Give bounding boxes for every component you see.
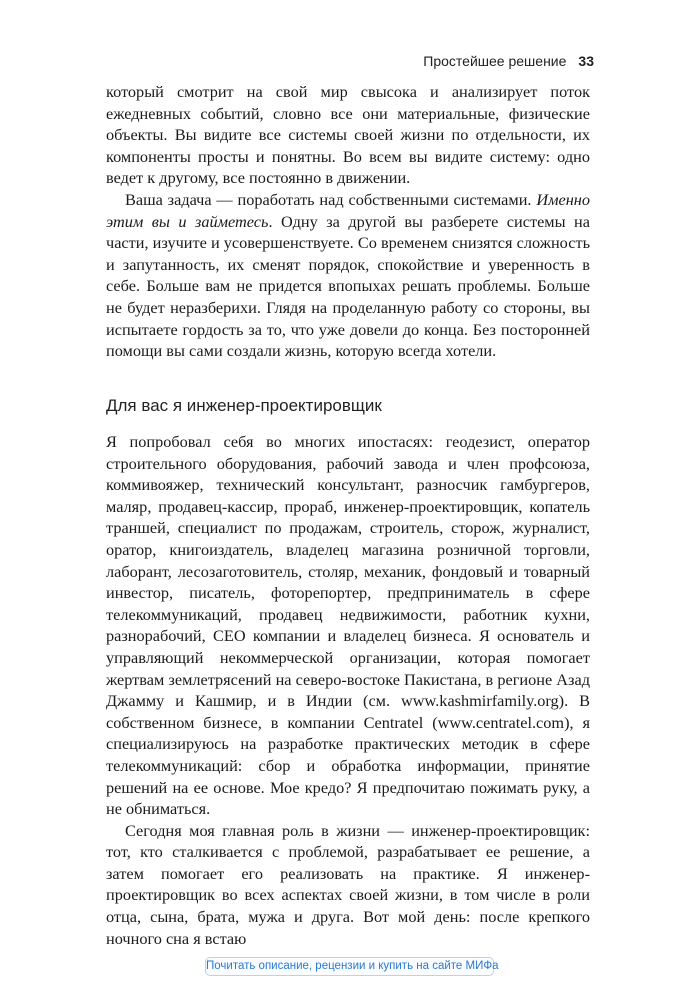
running-header [423, 53, 594, 69]
emphasis-text: Именно этим вы и займетесь [106, 189, 590, 231]
text-block-bottom [106, 431, 590, 949]
section-heading: Для вас я инженер-проектировщик [106, 396, 382, 415]
paragraph: Сегодня моя главная роль в жизни — инженер-проектировщик: тот, кто сталкивается с проблемой, разрабатывает ее решение, а затем помогает его реализовать на практике. Я инженер-проектировщик во всех аспектах своей жизни, в том числе в роли отца, сына, брата, мужа и друга. Вот мой день: после крепкого ночного сна я встаю [106, 820, 590, 948]
chapter-title: Простейшее решение [423, 53, 567, 69]
paragraph: который смотрит на свой мир свысока и анализирует поток ежедневных событий, словно все они материальные, физические объекты. Вы видите все системы своей жизни по отдельности, их компоненты просты и понятны. Во всем вы видите систему: одно ведет к другому, все постоянно в движении. [106, 82, 590, 188]
paragraph [106, 189, 590, 362]
page-number: 33 [578, 53, 594, 69]
text-block-top [106, 81, 590, 362]
buy-link[interactable]: Почитать описание, рецензии и купить на сайте МИФа [205, 957, 494, 976]
paragraph-text: . Одну за другой вы разберете системы на части, изучите и усовершенствуете. Со временем снизятся сложность и запутанность, их сменят порядок, спокойствие и уверенность в себе. Больше вам не придется впопыхах решать проблемы. Больше не будет неразберихи. Глядя на проделанную работу со стороны, вы испытаете гордость за то, что уже довели до конца. Без посторонней помощи вы сами создали жизнь, которую всегда хотели. [106, 211, 590, 361]
paragraph: Я попробовал себя во многих ипостасях: геодезист, оператор строительного оборудования, рабочий завода и член профсоюза, коммивояжер, технический консультант, разносчик гамбургеров, маляр, продавец-кассир, прораб, инженер-проектировщик, копатель траншей, специалист по продажам, строитель, сторож, журналист, оратор, книгоиздатель, владелец магазина розничной торговли, лаборант, лесозаготовитель, столяр, механик, фондовый и товарный инвестор, писатель, фоторепортер, предприниматель в сфере телекоммуникаций, продавец недвижимости, работник кухни, разнорабочий, CEO компании и владелец бизнеса. Я основатель и управляющий некоммерческой организации, которая помогает жертвам землетрясений на северо-востоке Пакистана, в регионе Азад Джамму и Кашмир, и в Индии (см. www.kashmirfamily.org). В собственном бизнесе, в компании Centratel (www.centratel.com), я специализируюсь на разработке практических методик в сфере телекоммуникаций: сбор и обработка информации, принятие решений на ее основе. Мое кредо? Я предпочитаю пожимать руку, а не обниматься. [106, 432, 590, 819]
paragraph-text: Ваша задача — поработать над собственными системами. [125, 189, 537, 209]
